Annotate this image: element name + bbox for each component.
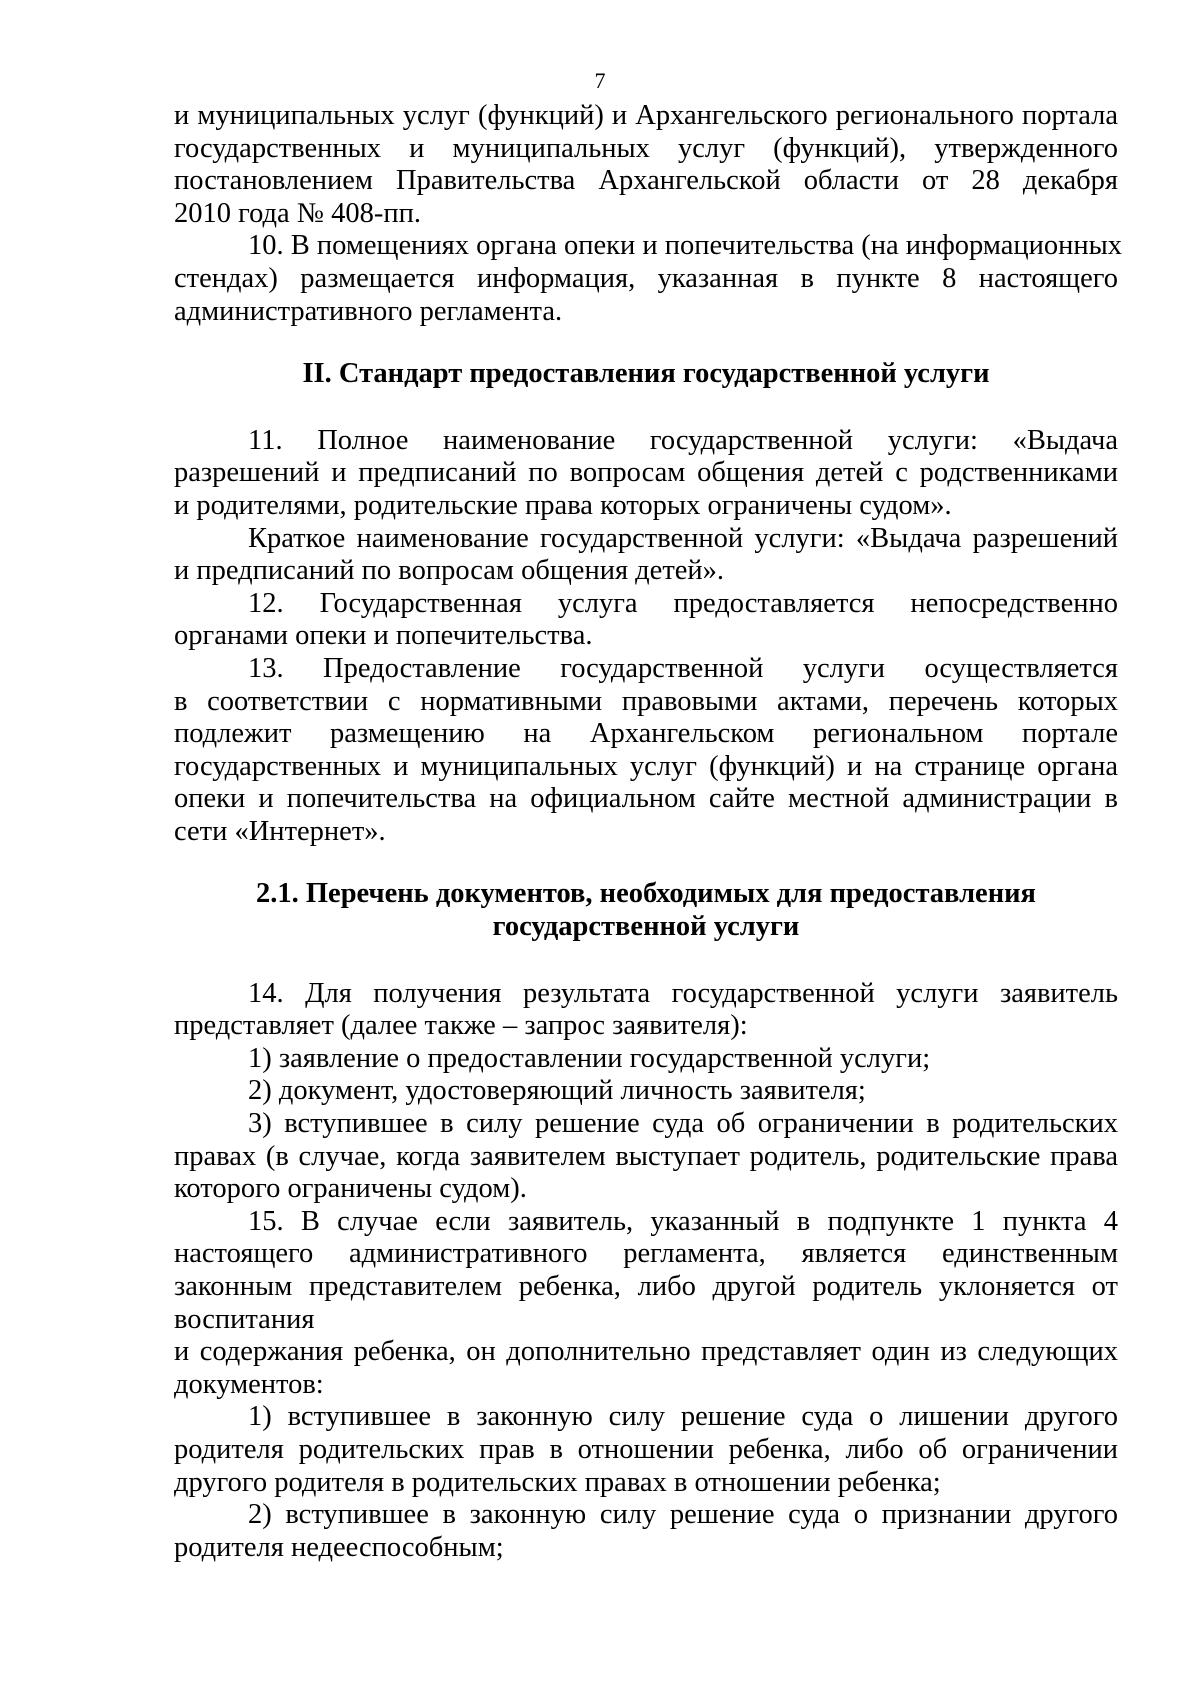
paragraph	[174, 1075, 1118, 1108]
heading-line: II. Стандарт предоставления государственной услуги	[302, 358, 990, 390]
text-line: государственных и муниципальных услуг (функций) и на странице органа	[174, 750, 1118, 782]
text-line: представляет (далее также – запрос заявителя):	[174, 1010, 748, 1042]
text-line: в соответствии с нормативными правовыми актами, перечень которых	[174, 685, 1118, 717]
text-line: и содержания ребенка, он дополнительно представляет один из следующих	[174, 1336, 1118, 1368]
paragraph	[174, 523, 1118, 588]
document-body	[174, 100, 1122, 1564]
text-line: разрешений и предписаний по вопросам общения детей с родственниками	[174, 457, 1118, 489]
text-line: 12. Государственная услуга предоставляется непосредственно	[248, 587, 1118, 619]
paragraph	[174, 1108, 1118, 1206]
text-line: стендах) размещается информация, указанная в пункте 8 настоящего	[174, 262, 1118, 294]
heading-line: государственной услуги	[492, 911, 800, 943]
text-line: 1) заявление о предоставлении государственной услуги;	[248, 1042, 931, 1074]
text-line: и предписаний по вопросам общения детей».	[174, 555, 725, 587]
text-line: которого ограничены судом).	[174, 1173, 527, 1205]
text-line: административного регламента.	[174, 295, 563, 327]
text-line: 14. Для получения результата государственной услуги заявитель	[248, 977, 1118, 1009]
text-line: 15. В случае если заявитель, указанный в подпункте 1 пункта 4	[248, 1205, 1118, 1237]
text-line: сети «Интернет».	[174, 815, 386, 847]
text-line: государственных и муниципальных услуг (функций), утвержденного	[174, 132, 1118, 164]
text-line: 13. Предоставление государственной услуги осуществляется	[248, 652, 1118, 684]
text-line: документов:	[174, 1368, 324, 1400]
paragraph	[174, 588, 1118, 653]
paragraph	[174, 978, 1118, 1043]
text-line: 1) вступившее в законную силу решение суда о лишении другого	[248, 1401, 1118, 1433]
paragraph	[174, 1499, 1118, 1564]
paragraph	[174, 230, 1122, 328]
text-line: 11. Полное наименование государственной услуги: «Выдача	[248, 424, 1118, 456]
paragraph	[174, 653, 1118, 849]
text-line: органами опеки и попечительства.	[174, 620, 593, 652]
text-line: родителя родительских прав в отношении ребенка, либо об ограничении	[174, 1433, 1118, 1465]
page-number: 7	[594, 68, 606, 93]
heading-line: 2.1. Перечень документов, необходимых для предоставления	[256, 878, 1036, 910]
text-line: 3) вступившее в силу решение суда об ограничении в родительских	[248, 1108, 1118, 1140]
text-line: 2010 года № 408-пп.	[174, 197, 421, 229]
text-line: 2) вступившее в законную силу решение суда о признании другого	[248, 1499, 1118, 1531]
text-line: Краткое наименование государственной услуги: «Выдача разрешений	[248, 522, 1118, 554]
text-line: родителя недееспособным;	[174, 1531, 504, 1563]
text-line: 2) документ, удостоверяющий личность заявителя;	[248, 1075, 866, 1107]
paragraph	[174, 1043, 1118, 1076]
text-line: другого родителя в родительских правах в отношении ребенка;	[174, 1466, 941, 1498]
text-line: правах (в случае, когда заявителем выступает родитель, родительские права	[174, 1140, 1118, 1172]
text-line: законным представителем ребенка, либо другой родитель уклоняется от	[174, 1271, 1118, 1302]
text-line: и родителями, родительские права которых ограничены судом».	[174, 489, 952, 521]
paragraph	[174, 100, 1118, 230]
paragraph	[174, 1401, 1118, 1499]
section-heading	[174, 878, 1118, 943]
text-line: опеки и попечительства на официальном сайте местной администрации в	[174, 783, 1118, 815]
text-line: 10. В помещениях органа опеки и попечительства (на информационных	[248, 230, 1122, 262]
text-line: подлежит размещению на Архангельском региональном портале	[174, 718, 1118, 750]
text-line: и муниципальных услуг (функций) и Архангельского регионального портала	[174, 100, 1118, 131]
text-line: настоящего административного регламента, является единственным	[174, 1238, 1118, 1270]
text-line: постановлением Правительства Архангельской области от 28 декабря	[174, 165, 1118, 197]
paragraph	[174, 1206, 1118, 1402]
section-heading	[174, 358, 1118, 391]
text-line: воспитания	[174, 1303, 315, 1335]
paragraph	[174, 425, 1118, 523]
